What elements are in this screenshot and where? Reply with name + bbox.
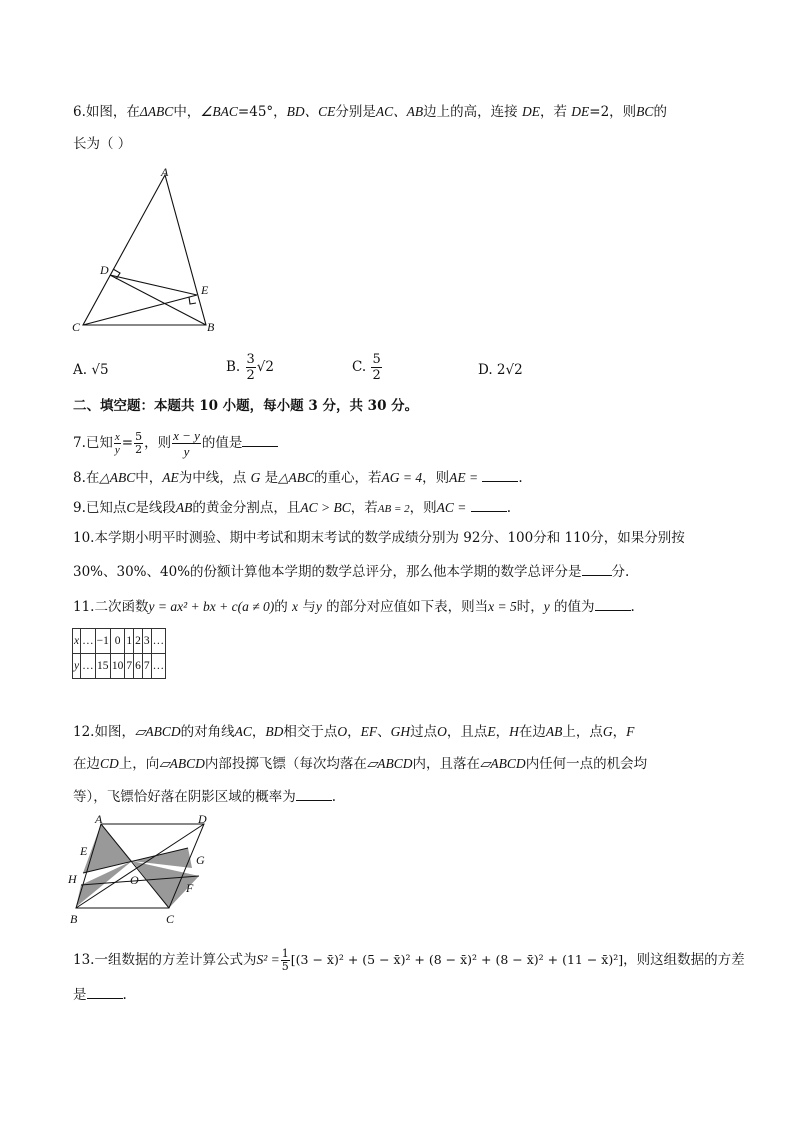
q9-answer-blank[interactable] <box>471 497 507 512</box>
q12-figure <box>66 812 226 930</box>
q7-line: 7.已知 $\frac{x}{y}$ = $\frac{5}{2}$ ，则 $\frac{x - y}{y}$ 的值是 <box>73 428 278 459</box>
q6-label-c: C <box>72 320 81 334</box>
q7-fraction-expr: $\frac{x - y}{y}$ <box>173 428 200 459</box>
q6-label-d: D <box>100 263 109 277</box>
q12-label-d: D <box>198 812 207 826</box>
q12-line1: 12.如图，▱ABCD的对角线AC，BD相交于点O，EF、GH过点O，且点E，H在边AB上，点G，F <box>73 724 635 740</box>
q6-option-b-fraction: $\frac{3}{2}$ <box>246 352 255 383</box>
q6-line-db <box>110 275 206 325</box>
q6-option-a[interactable]: A. √5 <box>73 362 109 378</box>
q6-line-ce <box>83 295 197 325</box>
q6-line1: 6.如图，在ΔABC中，∠BAC=45°，BD、CE分别是AC、AB边上的高，连接 DE，若 DE=2，则BC的 <box>73 104 667 120</box>
q6-option-c[interactable]: C. $\frac{5}{2}$ <box>352 352 381 383</box>
q12-label-g: G <box>196 853 205 867</box>
q12-label-e: E <box>80 844 88 858</box>
q11-table-row-y: y … 15 10 7 6 7 … <box>73 654 166 679</box>
q10-line2: 30%、30%、40%的份额计算他本学期的数学总评分，那么他本学期的数学总评分是 分. <box>73 561 629 582</box>
q7-fraction-xy: $\frac{x}{y}$ <box>114 431 120 456</box>
q6-option-c-fraction: $\frac{5}{2}$ <box>372 352 381 383</box>
q12-label-h: H <box>68 872 77 886</box>
q6-triangle-abc <box>83 175 206 325</box>
q8-line: 8.在△ABC中，AE为中线，点 G 是△ABC的重心，若AG = 4，则AE = . <box>73 467 523 488</box>
q9-line: 9.已知点C是线段AB的黄金分割点，且AC > BC，若AB = 2，则AC = . <box>73 497 511 519</box>
q6-option-b[interactable]: B. $\frac{3}{2}$ √2 <box>226 352 274 383</box>
q13-line2: 是 . <box>73 984 127 1005</box>
q6-right-angle-e <box>189 297 196 304</box>
q8-answer-blank[interactable] <box>482 467 518 482</box>
q12-line2: 在边CD上，向▱ABCD内部投掷飞镖（每次均落在▱ABCD内，且落在▱ABCD内任何一点的机会均 <box>73 756 648 772</box>
q11-table-row-x: x … −1 0 1 2 3 … <box>73 629 166 654</box>
q7-answer-blank[interactable] <box>242 432 278 447</box>
q11-answer-blank[interactable] <box>595 596 631 611</box>
q11-line: 11.二次函数y = ax² + bx + c(a ≠ 0)的 x 与y 的部分对应值如下表，则当x = 5时，y 的值为 . <box>73 596 635 617</box>
q13-answer-blank[interactable] <box>87 984 123 999</box>
q12-label-f: F <box>186 881 194 895</box>
q12-line3: 等），飞镖恰好落在阴影区域的概率为 . <box>73 786 336 807</box>
q6-line2: 长为（ ） <box>73 136 132 152</box>
q12-label-b: B <box>70 912 78 926</box>
q10-answer-blank[interactable] <box>582 561 612 576</box>
q11-value-table <box>72 628 166 679</box>
q13-line1: 13.一组数据的方差计算公式为S² = $\frac{1}{5}$ [(3 − x̄)² + (5 − x̄)² + (8 − x̄)² + (8 − x̄)² + (11 − x̄)²]，则这组数据的方差 <box>73 947 745 973</box>
q6-label-e: E <box>201 283 209 297</box>
q10-line1: 10.本学期小明平时测验、期中考试和期末考试的数学成绩分别为 92分、100分和 110分，如果分别按 <box>73 530 685 546</box>
q12-label-o: O <box>130 873 139 887</box>
q6-option-d[interactable]: D. 2√2 <box>478 362 523 378</box>
q13-fraction: $\frac{1}{5}$ <box>281 947 289 973</box>
q6-figure <box>68 165 228 335</box>
q12-answer-blank[interactable] <box>296 786 332 801</box>
q12-label-a: A <box>95 812 103 826</box>
q6-label-a: A <box>161 165 169 179</box>
section2-title: 二、填空题：本题共 10 小题，每小题 3 分，共 30 分。 <box>73 398 419 414</box>
q12-label-c: C <box>166 912 175 926</box>
q6-line-de <box>110 275 197 295</box>
q7-fraction-52: $\frac{5}{2}$ <box>135 430 143 456</box>
q6-label-b: B <box>207 320 215 334</box>
